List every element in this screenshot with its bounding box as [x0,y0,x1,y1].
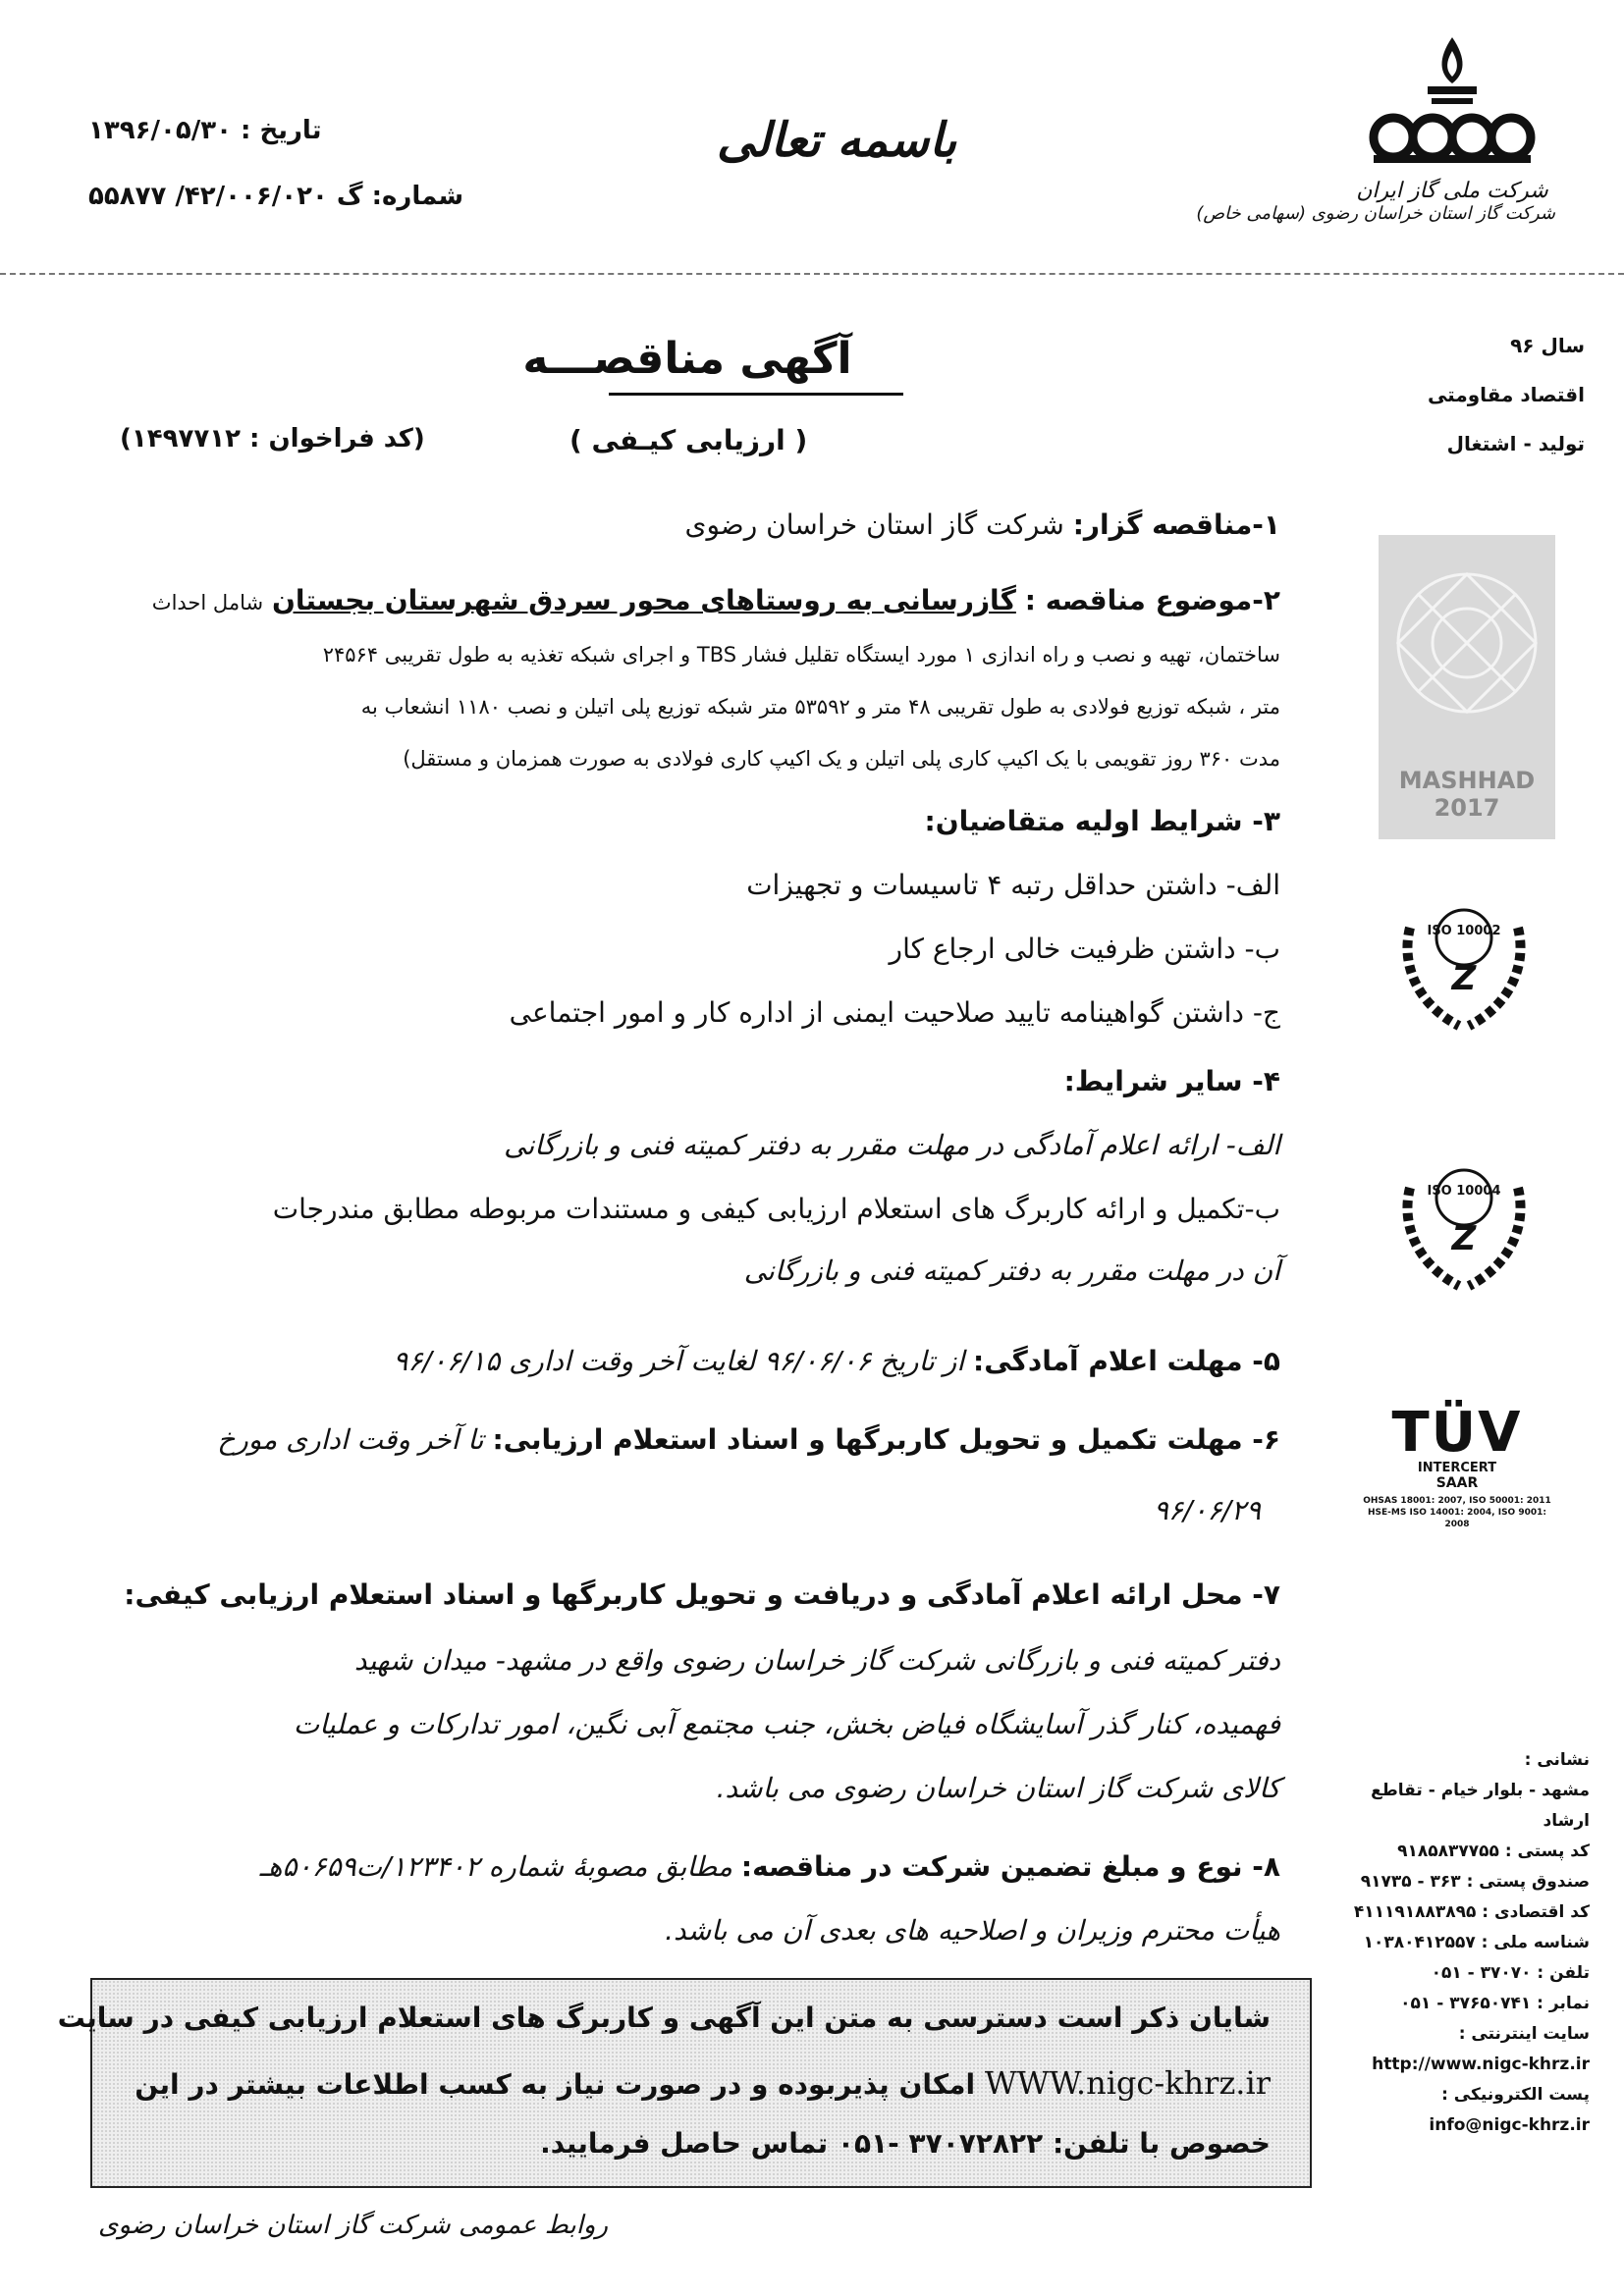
tuv-cert-line1: OHSAS 18001: 2007, ISO 50001: 2011 [1363,1496,1551,1506]
number-value: گ ۴۲/۰۰۶/۰۲۰/ ۵۵۸۷۷ [88,182,363,211]
item-3-b: ب- داشتن ظرفیت خالی ارجاع کار [889,933,1280,965]
notice-line1: شایان ذکر است دسترسی به متن این آگهی و کاربرگ های استعلام ارزیابی کیفی در سایت [57,2002,1271,2034]
item-2-line2: ساختمان، تهیه و نصب و راه اندازی ۱ مورد ایستگاه تقلیل فشار TBS و اجرای شبکه تغذیه به طول تقریبی ۲۴۵۶۴ [322,643,1280,667]
slogan-year: سال ۹۶ [1510,334,1585,357]
item-1-value: شرکت گاز استان خراسان رضوی [684,508,1064,541]
date-value: ۱۳۹۶/۰۵/۳۰ [88,116,232,145]
postal-code: کد پستی : ۹۱۸۵۸۳۷۷۵۵ [1397,1842,1590,1861]
tuv-cert-list [1359,1495,1555,1530]
item-3-c: ج- داشتن گواهینامه تایید صلاحیت ایمنی از اداره کار و امور اجتماعی [509,996,1280,1029]
national-id: شناسه ملی : ۱۰۳۸۰۴۱۲۵۵۷ [1363,1933,1590,1952]
company-name-line1: شرکت ملی گاز ایران [1356,179,1548,203]
basmala: باسمه تعالی [717,113,957,168]
sidebar-slogans [1379,334,1585,481]
economic-code: کد اقتصادی : ۴۱۱۱۹۱۸۸۳۸۹۵ [1353,1902,1590,1922]
tuv-certification-badge [1359,1401,1555,1530]
email-label: پست الکترونیکی : [1441,2085,1590,2105]
item-6-value: تا آخر وقت اداری مورخ [217,1423,484,1456]
phone: تلفن : ۳۷۰۷۰ - ۰۵۱ [1431,1963,1590,1983]
slogan-economy: اقتصاد مقاومتی [1427,383,1585,406]
tuv-cert-line2: HSE-MS ISO 14001: 2004, ISO 9001: 2008 [1368,1508,1546,1529]
item-7-label: ۷- محل ارائه اعلام آمادگی و دریافت و تحویل کاربرگها و اسناد استعلام ارزیابی کیفی: [124,1578,1280,1611]
fax: نمابر : ۳۷۶۵۰۷۴۱ - ۰۵۱ [1400,1994,1590,2013]
public-relations-signature: روابط عمومی شرکت گاز استان خراسان رضوی [98,2211,609,2240]
item-3-label: ۳- شرایط اولیه متقاضیان: [924,805,1280,837]
item-6 [217,1423,1280,1456]
item-6-date: ۹۶/۰۶/۲۹ [1153,1494,1261,1526]
item-2-line3: متر ، شبکه توزیع فولادی به طول تقریبی ۴۸ متر و ۵۳۵۹۲ متر شبکه توزیع پلی اتیلن و نصب ۱۱۸۰ انشعاب به [360,695,1280,719]
item-3-a: الف- داشتن حداقل رتبه ۴ تاسیسات و تجهیزات [746,869,1280,901]
tuv-logo: TÜV [1391,1401,1523,1465]
item-4-b2: آن در مهلت مقرر به دفتر کمیته فنی و بازرگانی [743,1255,1280,1287]
item-8-label: ۸- نوع و مبلغ تضمین شرکت در مناقصه: [740,1850,1280,1883]
mashhad-2017-emblem [1379,535,1555,839]
title-underline [609,393,903,396]
iso-mark: Z [1451,1219,1477,1258]
item-7-line3: کالای شرکت گاز استان خراسان رضوی می باشد. [716,1772,1280,1804]
mashhad-label: MASHHAD 2017 [1398,767,1536,822]
notice-box [57,1978,1312,2188]
address-line: مشهد - بلوار خیام - تقاطع ارشاد [1371,1781,1590,1831]
item-4-b1: ب-تکمیل و ارائه کاربرگ های استعلام ارزیابی کیفی و مستندات مربوطه مطابق مندرجات [272,1193,1280,1225]
email-link[interactable]: info@nigc-khrz.ir [1429,2115,1590,2135]
item-1 [685,508,1280,541]
item-2-tail: شامل احداث [151,591,264,614]
item-4-a: الف- ارائه اعلام آمادگی در مهلت مقرر به دفتر کمیته فنی و بازرگانی [504,1129,1280,1161]
item-4-label: ۴- سایر شرایط: [1063,1065,1280,1097]
notice-line3: خصوص با تلفن: ۳۷۰۷۲۸۲۲ -۰۵۱ تماس حاصل فرمایید. [540,2127,1271,2160]
po-box: صندوق پستی : ۳۶۳ - ۹۱۷۳۵ [1360,1872,1590,1892]
nigc-flame-logo-icon [1369,29,1536,177]
item-2-line4: مدت ۳۶۰ روز تقویمی با یک اکیپ کاری پلی اتیلن و یک اکیپ کاری فولادی به صورت همزمان و مستقل) [403,747,1280,771]
iso-10004-badge [1390,1148,1538,1296]
iso-10004-label: ISO 10004 [1427,1184,1501,1199]
company-name-line2: شرکت گاز استان خراسان رضوی (سهامی خاص) [1196,203,1555,224]
item-2-value: گازرسانی به روستاهای محور سردق شهرستان بجستان [271,584,1016,616]
letter-date [88,116,321,145]
tuv-saar: SAAR [1435,1475,1479,1491]
item-5 [393,1345,1280,1377]
iso-10002-label: ISO 10002 [1427,924,1501,938]
iso-10002-badge [1390,888,1538,1036]
company-logo [1196,29,1555,224]
tuv-intercert: INTERCERT [1417,1461,1497,1475]
item-5-label: ۵- مهلت اعلام آمادگی: [973,1345,1280,1377]
item-2 [152,584,1280,616]
website-link[interactable]: http://www.nigc-khrz.ir [1372,2055,1590,2074]
date-label: تاریخ : [241,116,322,145]
slogan-production: تولید - اشتغال [1446,432,1585,455]
mashhad-pattern-icon [1379,535,1555,761]
item-8-value: مطابق مصوبهٔ شماره ۱۲۳۴۰۲/ت۵۰۶۵۹هـ [259,1850,732,1883]
website-label: سایت اینترنتی : [1458,2024,1590,2044]
letter-number [88,182,463,211]
notice-subtitle: ( ارزیابی کیـفی ) [569,424,808,456]
notice-line2-text: امکان پذیربوده و در صورت نیاز به کسب اطلاعات بیشتر در این [135,2068,976,2101]
item-8 [260,1850,1281,1883]
notice-line2 [135,2064,1271,2102]
notice-url[interactable]: WWW.nigc-khrz.ir [984,2064,1271,2102]
item-1-label: ۱-مناقصه گزار: [1072,508,1280,541]
iso-mark: Z [1451,959,1477,998]
call-code: (کد فراخوان : ۱۴۹۷۷۱۲) [120,424,425,454]
notice-title: آگهی مناقصـــه [522,334,852,384]
item-5-value: از تاریخ ۹۶/۰۶/۰۶ لغایت آخر وقت اداری ۹۶/۰۶/۱۵ [393,1345,965,1377]
item-8-line2: هیأت محترم وزیران و اصلاحیه های بعدی آن می باشد. [665,1914,1280,1947]
item-6-label: ۶- مهلت تکمیل و تحویل کاربرگها و اسناد استعلام ارزیابی: [492,1423,1280,1456]
address-title: نشانی : [1524,1750,1590,1770]
address-block [1339,1745,1590,2141]
item-2-label: ۲-موضوع مناقصه : [1024,584,1280,616]
item-7-line2: فهمیده، کنار گذر آسایشگاه فیاض بخش، جنب مجتمع آبی نگین، امور تدارکات و عملیات [293,1708,1280,1740]
header-divider [0,273,1624,275]
number-label: شماره: [371,182,464,211]
item-7-line1: دفتر کمیته فنی و بازرگانی شرکت گاز خراسان رضوی واقع در مشهد- میدان شهید [353,1644,1280,1677]
